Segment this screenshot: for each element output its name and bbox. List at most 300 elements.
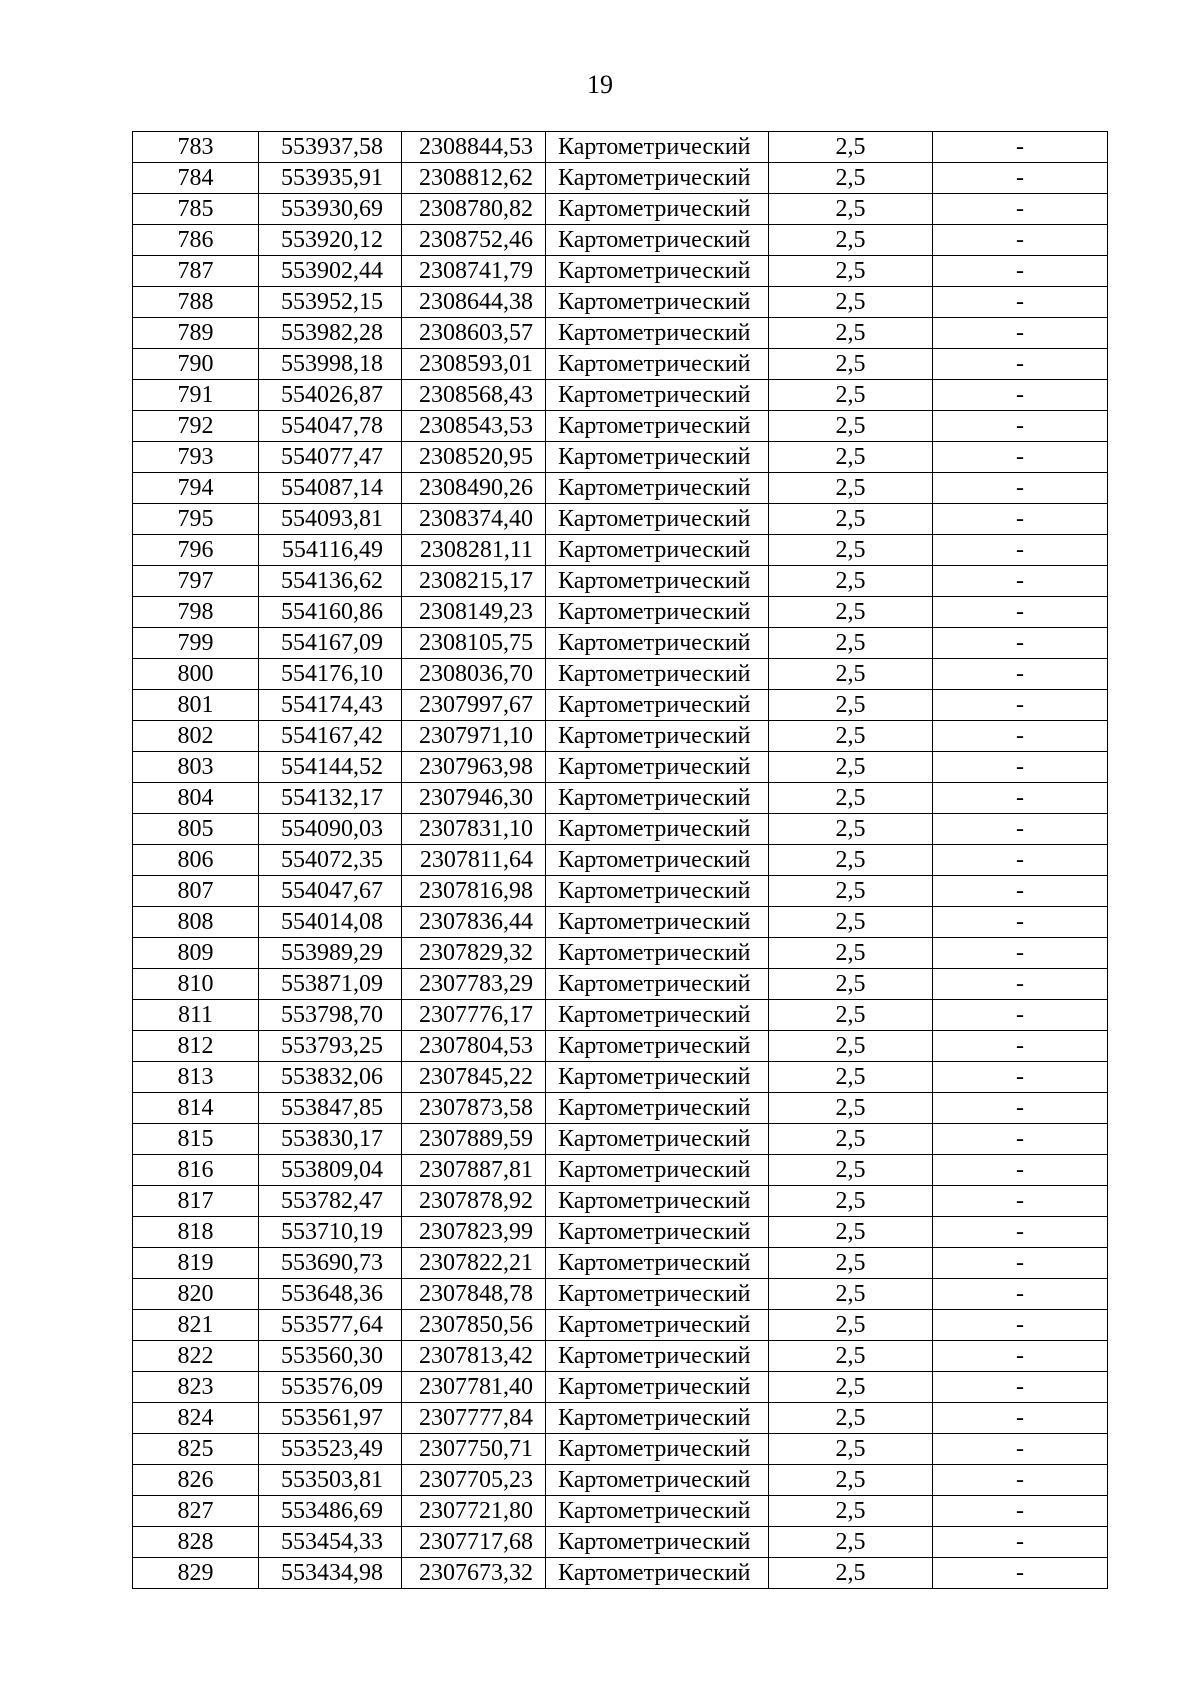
x-coordinate-cell: 553454,33 — [259, 1527, 402, 1558]
x-coordinate-cell: 553952,15 — [259, 287, 402, 318]
x-coordinate-cell: 554132,17 — [259, 783, 402, 814]
x-coordinate-cell: 554026,87 — [259, 380, 402, 411]
method-cell: Картометрический — [546, 1186, 769, 1217]
point-number-cell: 827 — [133, 1496, 259, 1527]
method-cell: Картометрический — [546, 256, 769, 287]
method-cell: Картометрический — [546, 938, 769, 969]
x-coordinate-cell: 553486,69 — [259, 1496, 402, 1527]
point-number-cell: 804 — [133, 783, 259, 814]
accuracy-cell: 2,5 — [769, 1062, 933, 1093]
point-number-cell: 803 — [133, 752, 259, 783]
x-coordinate-cell: 553832,06 — [259, 1062, 402, 1093]
table-row — [133, 938, 1108, 969]
note-cell: - — [933, 1031, 1108, 1062]
note-cell: - — [933, 411, 1108, 442]
point-number-cell: 812 — [133, 1031, 259, 1062]
accuracy-cell: 2,5 — [769, 380, 933, 411]
table-row — [133, 380, 1108, 411]
y-coordinate-cell: 2307705,23 — [402, 1465, 546, 1496]
table-row — [133, 1403, 1108, 1434]
accuracy-cell: 2,5 — [769, 938, 933, 969]
point-number-cell: 794 — [133, 473, 259, 504]
y-coordinate-cell: 2307889,59 — [402, 1124, 546, 1155]
x-coordinate-cell: 553503,81 — [259, 1465, 402, 1496]
table-row — [133, 1465, 1108, 1496]
x-coordinate-cell: 554144,52 — [259, 752, 402, 783]
note-cell: - — [933, 1434, 1108, 1465]
table-row — [133, 194, 1108, 225]
table-row — [133, 1186, 1108, 1217]
method-cell: Картометрический — [546, 845, 769, 876]
note-cell: - — [933, 163, 1108, 194]
table-row — [133, 969, 1108, 1000]
method-cell: Картометрический — [546, 473, 769, 504]
y-coordinate-cell: 2307850,56 — [402, 1310, 546, 1341]
method-cell: Картометрический — [546, 1434, 769, 1465]
accuracy-cell: 2,5 — [769, 411, 933, 442]
y-coordinate-cell: 2307823,99 — [402, 1217, 546, 1248]
y-coordinate-cell: 2307963,98 — [402, 752, 546, 783]
table-row — [133, 1000, 1108, 1031]
accuracy-cell: 2,5 — [769, 194, 933, 225]
y-coordinate-cell: 2307750,71 — [402, 1434, 546, 1465]
method-cell: Картометрический — [546, 1217, 769, 1248]
point-number-cell: 791 — [133, 380, 259, 411]
table-row — [133, 1124, 1108, 1155]
table-row — [133, 907, 1108, 938]
accuracy-cell: 2,5 — [769, 1496, 933, 1527]
accuracy-cell: 2,5 — [769, 1279, 933, 1310]
method-cell: Картометрический — [546, 318, 769, 349]
x-coordinate-cell: 553793,25 — [259, 1031, 402, 1062]
table-row — [133, 1217, 1108, 1248]
method-cell: Картометрический — [546, 225, 769, 256]
accuracy-cell: 2,5 — [769, 969, 933, 1000]
x-coordinate-cell: 553989,29 — [259, 938, 402, 969]
accuracy-cell: 2,5 — [769, 287, 933, 318]
x-coordinate-cell: 554090,03 — [259, 814, 402, 845]
table-row — [133, 256, 1108, 287]
accuracy-cell: 2,5 — [769, 1093, 933, 1124]
note-cell: - — [933, 380, 1108, 411]
table-row — [133, 1155, 1108, 1186]
note-cell: - — [933, 566, 1108, 597]
note-cell: - — [933, 690, 1108, 721]
point-number-cell: 829 — [133, 1558, 259, 1589]
note-cell: - — [933, 1124, 1108, 1155]
method-cell: Картометрический — [546, 659, 769, 690]
accuracy-cell: 2,5 — [769, 504, 933, 535]
point-number-cell: 799 — [133, 628, 259, 659]
y-coordinate-cell: 2307811,64 — [402, 845, 546, 876]
method-cell: Картометрический — [546, 969, 769, 1000]
method-cell: Картометрический — [546, 1465, 769, 1496]
note-cell: - — [933, 349, 1108, 380]
y-coordinate-cell: 2308543,53 — [402, 411, 546, 442]
table-row — [133, 1527, 1108, 1558]
note-cell: - — [933, 1403, 1108, 1434]
x-coordinate-cell: 553847,85 — [259, 1093, 402, 1124]
accuracy-cell: 2,5 — [769, 1341, 933, 1372]
y-coordinate-cell: 2307813,42 — [402, 1341, 546, 1372]
note-cell: - — [933, 628, 1108, 659]
table-row — [133, 442, 1108, 473]
x-coordinate-cell: 553577,64 — [259, 1310, 402, 1341]
table-row — [133, 473, 1108, 504]
method-cell: Картометрический — [546, 1000, 769, 1031]
method-cell: Картометрический — [546, 566, 769, 597]
table-row — [133, 1279, 1108, 1310]
note-cell: - — [933, 1310, 1108, 1341]
x-coordinate-cell: 554047,78 — [259, 411, 402, 442]
note-cell: - — [933, 318, 1108, 349]
y-coordinate-cell: 2307816,98 — [402, 876, 546, 907]
point-number-cell: 819 — [133, 1248, 259, 1279]
note-cell: - — [933, 659, 1108, 690]
note-cell: - — [933, 1558, 1108, 1589]
point-number-cell: 802 — [133, 721, 259, 752]
y-coordinate-cell: 2308644,38 — [402, 287, 546, 318]
y-coordinate-cell: 2307831,10 — [402, 814, 546, 845]
y-coordinate-cell: 2308281,11 — [402, 535, 546, 566]
x-coordinate-cell: 554014,08 — [259, 907, 402, 938]
x-coordinate-cell: 554160,86 — [259, 597, 402, 628]
accuracy-cell: 2,5 — [769, 442, 933, 473]
x-coordinate-cell: 553648,36 — [259, 1279, 402, 1310]
table-row — [133, 659, 1108, 690]
point-number-cell: 814 — [133, 1093, 259, 1124]
x-coordinate-cell: 554136,62 — [259, 566, 402, 597]
method-cell: Картометрический — [546, 132, 769, 163]
table-row — [133, 535, 1108, 566]
table-row — [133, 225, 1108, 256]
note-cell: - — [933, 535, 1108, 566]
point-number-cell: 808 — [133, 907, 259, 938]
point-number-cell: 823 — [133, 1372, 259, 1403]
note-cell: - — [933, 783, 1108, 814]
y-coordinate-cell: 2307783,29 — [402, 969, 546, 1000]
accuracy-cell: 2,5 — [769, 628, 933, 659]
method-cell: Картометрический — [546, 380, 769, 411]
method-cell: Картометрический — [546, 1248, 769, 1279]
point-number-cell: 783 — [133, 132, 259, 163]
x-coordinate-cell: 554072,35 — [259, 845, 402, 876]
table-row — [133, 1372, 1108, 1403]
y-coordinate-cell: 2307997,67 — [402, 690, 546, 721]
method-cell: Картометрический — [546, 1062, 769, 1093]
method-cell: Картометрический — [546, 1527, 769, 1558]
y-coordinate-cell: 2308374,40 — [402, 504, 546, 535]
y-coordinate-cell: 2307845,22 — [402, 1062, 546, 1093]
accuracy-cell: 2,5 — [769, 1558, 933, 1589]
accuracy-cell: 2,5 — [769, 845, 933, 876]
accuracy-cell: 2,5 — [769, 163, 933, 194]
x-coordinate-cell: 554174,43 — [259, 690, 402, 721]
accuracy-cell: 2,5 — [769, 1155, 933, 1186]
accuracy-cell: 2,5 — [769, 256, 933, 287]
point-number-cell: 790 — [133, 349, 259, 380]
y-coordinate-cell: 2308568,43 — [402, 380, 546, 411]
table-row — [133, 845, 1108, 876]
y-coordinate-cell: 2308812,62 — [402, 163, 546, 194]
y-coordinate-cell: 2307971,10 — [402, 721, 546, 752]
y-coordinate-cell: 2308780,82 — [402, 194, 546, 225]
point-number-cell: 786 — [133, 225, 259, 256]
table-row — [133, 1341, 1108, 1372]
point-number-cell: 828 — [133, 1527, 259, 1558]
accuracy-cell: 2,5 — [769, 1217, 933, 1248]
page-number: 19 — [587, 70, 613, 99]
note-cell: - — [933, 721, 1108, 752]
x-coordinate-cell: 553830,17 — [259, 1124, 402, 1155]
note-cell: - — [933, 814, 1108, 845]
accuracy-cell: 2,5 — [769, 535, 933, 566]
method-cell: Картометрический — [546, 535, 769, 566]
point-number-cell: 811 — [133, 1000, 259, 1031]
method-cell: Картометрический — [546, 442, 769, 473]
method-cell: Картометрический — [546, 876, 769, 907]
table-row — [133, 318, 1108, 349]
point-number-cell: 795 — [133, 504, 259, 535]
y-coordinate-cell: 2307777,84 — [402, 1403, 546, 1434]
y-coordinate-cell: 2308036,70 — [402, 659, 546, 690]
accuracy-cell: 2,5 — [769, 566, 933, 597]
y-coordinate-cell: 2308741,79 — [402, 256, 546, 287]
x-coordinate-cell: 553710,19 — [259, 1217, 402, 1248]
method-cell: Картометрический — [546, 504, 769, 535]
x-coordinate-cell: 554093,81 — [259, 504, 402, 535]
y-coordinate-cell: 2308593,01 — [402, 349, 546, 380]
accuracy-cell: 2,5 — [769, 783, 933, 814]
y-coordinate-cell: 2308844,53 — [402, 132, 546, 163]
table-row — [133, 132, 1108, 163]
method-cell: Картометрический — [546, 349, 769, 380]
table-row — [133, 349, 1108, 380]
table-row — [133, 1248, 1108, 1279]
x-coordinate-cell: 553690,73 — [259, 1248, 402, 1279]
accuracy-cell: 2,5 — [769, 349, 933, 380]
x-coordinate-cell: 553937,58 — [259, 132, 402, 163]
point-number-cell: 822 — [133, 1341, 259, 1372]
table-row — [133, 1031, 1108, 1062]
accuracy-cell: 2,5 — [769, 1186, 933, 1217]
accuracy-cell: 2,5 — [769, 690, 933, 721]
y-coordinate-cell: 2307829,32 — [402, 938, 546, 969]
y-coordinate-cell: 2308603,57 — [402, 318, 546, 349]
table-row — [133, 163, 1108, 194]
method-cell: Картометрический — [546, 287, 769, 318]
table-body — [133, 132, 1108, 1589]
x-coordinate-cell: 553982,28 — [259, 318, 402, 349]
point-number-cell: 816 — [133, 1155, 259, 1186]
note-cell: - — [933, 1000, 1108, 1031]
accuracy-cell: 2,5 — [769, 132, 933, 163]
note-cell: - — [933, 876, 1108, 907]
table-row — [133, 411, 1108, 442]
x-coordinate-cell: 553576,09 — [259, 1372, 402, 1403]
y-coordinate-cell: 2307887,81 — [402, 1155, 546, 1186]
method-cell: Картометрический — [546, 814, 769, 845]
point-number-cell: 789 — [133, 318, 259, 349]
table-row — [133, 690, 1108, 721]
y-coordinate-cell: 2308490,26 — [402, 473, 546, 504]
y-coordinate-cell: 2308520,95 — [402, 442, 546, 473]
table-row — [133, 504, 1108, 535]
table-row — [133, 721, 1108, 752]
accuracy-cell: 2,5 — [769, 1465, 933, 1496]
point-number-cell: 810 — [133, 969, 259, 1000]
point-number-cell: 785 — [133, 194, 259, 225]
note-cell: - — [933, 1279, 1108, 1310]
point-number-cell: 818 — [133, 1217, 259, 1248]
note-cell: - — [933, 1527, 1108, 1558]
accuracy-cell: 2,5 — [769, 1248, 933, 1279]
y-coordinate-cell: 2307673,32 — [402, 1558, 546, 1589]
note-cell: - — [933, 287, 1108, 318]
accuracy-cell: 2,5 — [769, 721, 933, 752]
note-cell: - — [933, 938, 1108, 969]
note-cell: - — [933, 1465, 1108, 1496]
accuracy-cell: 2,5 — [769, 1527, 933, 1558]
method-cell: Картометрический — [546, 1496, 769, 1527]
note-cell: - — [933, 225, 1108, 256]
method-cell: Картометрический — [546, 1124, 769, 1155]
table-row — [133, 1434, 1108, 1465]
table-row — [133, 752, 1108, 783]
table-row — [133, 1093, 1108, 1124]
note-cell: - — [933, 504, 1108, 535]
method-cell: Картометрический — [546, 783, 769, 814]
method-cell: Картометрический — [546, 1403, 769, 1434]
method-cell: Картометрический — [546, 690, 769, 721]
note-cell: - — [933, 845, 1108, 876]
note-cell: - — [933, 1062, 1108, 1093]
y-coordinate-cell: 2307822,21 — [402, 1248, 546, 1279]
note-cell: - — [933, 1496, 1108, 1527]
accuracy-cell: 2,5 — [769, 1403, 933, 1434]
x-coordinate-cell: 554077,47 — [259, 442, 402, 473]
accuracy-cell: 2,5 — [769, 1434, 933, 1465]
accuracy-cell: 2,5 — [769, 814, 933, 845]
accuracy-cell: 2,5 — [769, 597, 933, 628]
table-row — [133, 1558, 1108, 1589]
method-cell: Картометрический — [546, 194, 769, 225]
point-number-cell: 801 — [133, 690, 259, 721]
accuracy-cell: 2,5 — [769, 1124, 933, 1155]
y-coordinate-cell: 2307878,92 — [402, 1186, 546, 1217]
method-cell: Картометрический — [546, 163, 769, 194]
note-cell: - — [933, 597, 1108, 628]
table-row — [133, 566, 1108, 597]
x-coordinate-cell: 553920,12 — [259, 225, 402, 256]
point-number-cell: 784 — [133, 163, 259, 194]
point-number-cell: 805 — [133, 814, 259, 845]
accuracy-cell: 2,5 — [769, 1000, 933, 1031]
x-coordinate-cell: 553902,44 — [259, 256, 402, 287]
method-cell: Картометрический — [546, 411, 769, 442]
method-cell: Картометрический — [546, 1279, 769, 1310]
x-coordinate-cell: 553809,04 — [259, 1155, 402, 1186]
note-cell: - — [933, 1341, 1108, 1372]
method-cell: Картометрический — [546, 628, 769, 659]
accuracy-cell: 2,5 — [769, 225, 933, 256]
method-cell: Картометрический — [546, 907, 769, 938]
method-cell: Картометрический — [546, 1558, 769, 1589]
x-coordinate-cell: 554087,14 — [259, 473, 402, 504]
table-row — [133, 1496, 1108, 1527]
point-number-cell: 817 — [133, 1186, 259, 1217]
y-coordinate-cell: 2308149,23 — [402, 597, 546, 628]
table-row — [133, 783, 1108, 814]
point-number-cell: 806 — [133, 845, 259, 876]
y-coordinate-cell: 2308215,17 — [402, 566, 546, 597]
accuracy-cell: 2,5 — [769, 876, 933, 907]
table-row — [133, 814, 1108, 845]
accuracy-cell: 2,5 — [769, 1310, 933, 1341]
y-coordinate-cell: 2307836,44 — [402, 907, 546, 938]
y-coordinate-cell: 2307717,68 — [402, 1527, 546, 1558]
point-number-cell: 807 — [133, 876, 259, 907]
accuracy-cell: 2,5 — [769, 1031, 933, 1062]
table-row — [133, 1310, 1108, 1341]
table-row — [133, 287, 1108, 318]
y-coordinate-cell: 2307776,17 — [402, 1000, 546, 1031]
method-cell: Картометрический — [546, 752, 769, 783]
point-number-cell: 793 — [133, 442, 259, 473]
note-cell: - — [933, 1186, 1108, 1217]
x-coordinate-cell: 553935,91 — [259, 163, 402, 194]
note-cell: - — [933, 256, 1108, 287]
x-coordinate-cell: 554176,10 — [259, 659, 402, 690]
point-number-cell: 824 — [133, 1403, 259, 1434]
x-coordinate-cell: 554116,49 — [259, 535, 402, 566]
method-cell: Картометрический — [546, 1341, 769, 1372]
method-cell: Картометрический — [546, 1031, 769, 1062]
point-number-cell: 815 — [133, 1124, 259, 1155]
point-number-cell: 800 — [133, 659, 259, 690]
x-coordinate-cell: 553523,49 — [259, 1434, 402, 1465]
x-coordinate-cell: 553871,09 — [259, 969, 402, 1000]
x-coordinate-cell: 553998,18 — [259, 349, 402, 380]
method-cell: Картометрический — [546, 1310, 769, 1341]
accuracy-cell: 2,5 — [769, 659, 933, 690]
point-number-cell: 821 — [133, 1310, 259, 1341]
note-cell: - — [933, 907, 1108, 938]
coordinates-table — [132, 131, 1108, 1589]
note-cell: - — [933, 442, 1108, 473]
x-coordinate-cell: 553561,97 — [259, 1403, 402, 1434]
point-number-cell: 788 — [133, 287, 259, 318]
accuracy-cell: 2,5 — [769, 473, 933, 504]
accuracy-cell: 2,5 — [769, 907, 933, 938]
table-row — [133, 628, 1108, 659]
note-cell: - — [933, 1248, 1108, 1279]
accuracy-cell: 2,5 — [769, 752, 933, 783]
note-cell: - — [933, 969, 1108, 1000]
point-number-cell: 825 — [133, 1434, 259, 1465]
note-cell: - — [933, 132, 1108, 163]
accuracy-cell: 2,5 — [769, 1372, 933, 1403]
point-number-cell: 826 — [133, 1465, 259, 1496]
point-number-cell: 813 — [133, 1062, 259, 1093]
table-row — [133, 597, 1108, 628]
method-cell: Картометрический — [546, 1372, 769, 1403]
y-coordinate-cell: 2307781,40 — [402, 1372, 546, 1403]
point-number-cell: 797 — [133, 566, 259, 597]
note-cell: - — [933, 1155, 1108, 1186]
table-row — [133, 876, 1108, 907]
point-number-cell: 820 — [133, 1279, 259, 1310]
